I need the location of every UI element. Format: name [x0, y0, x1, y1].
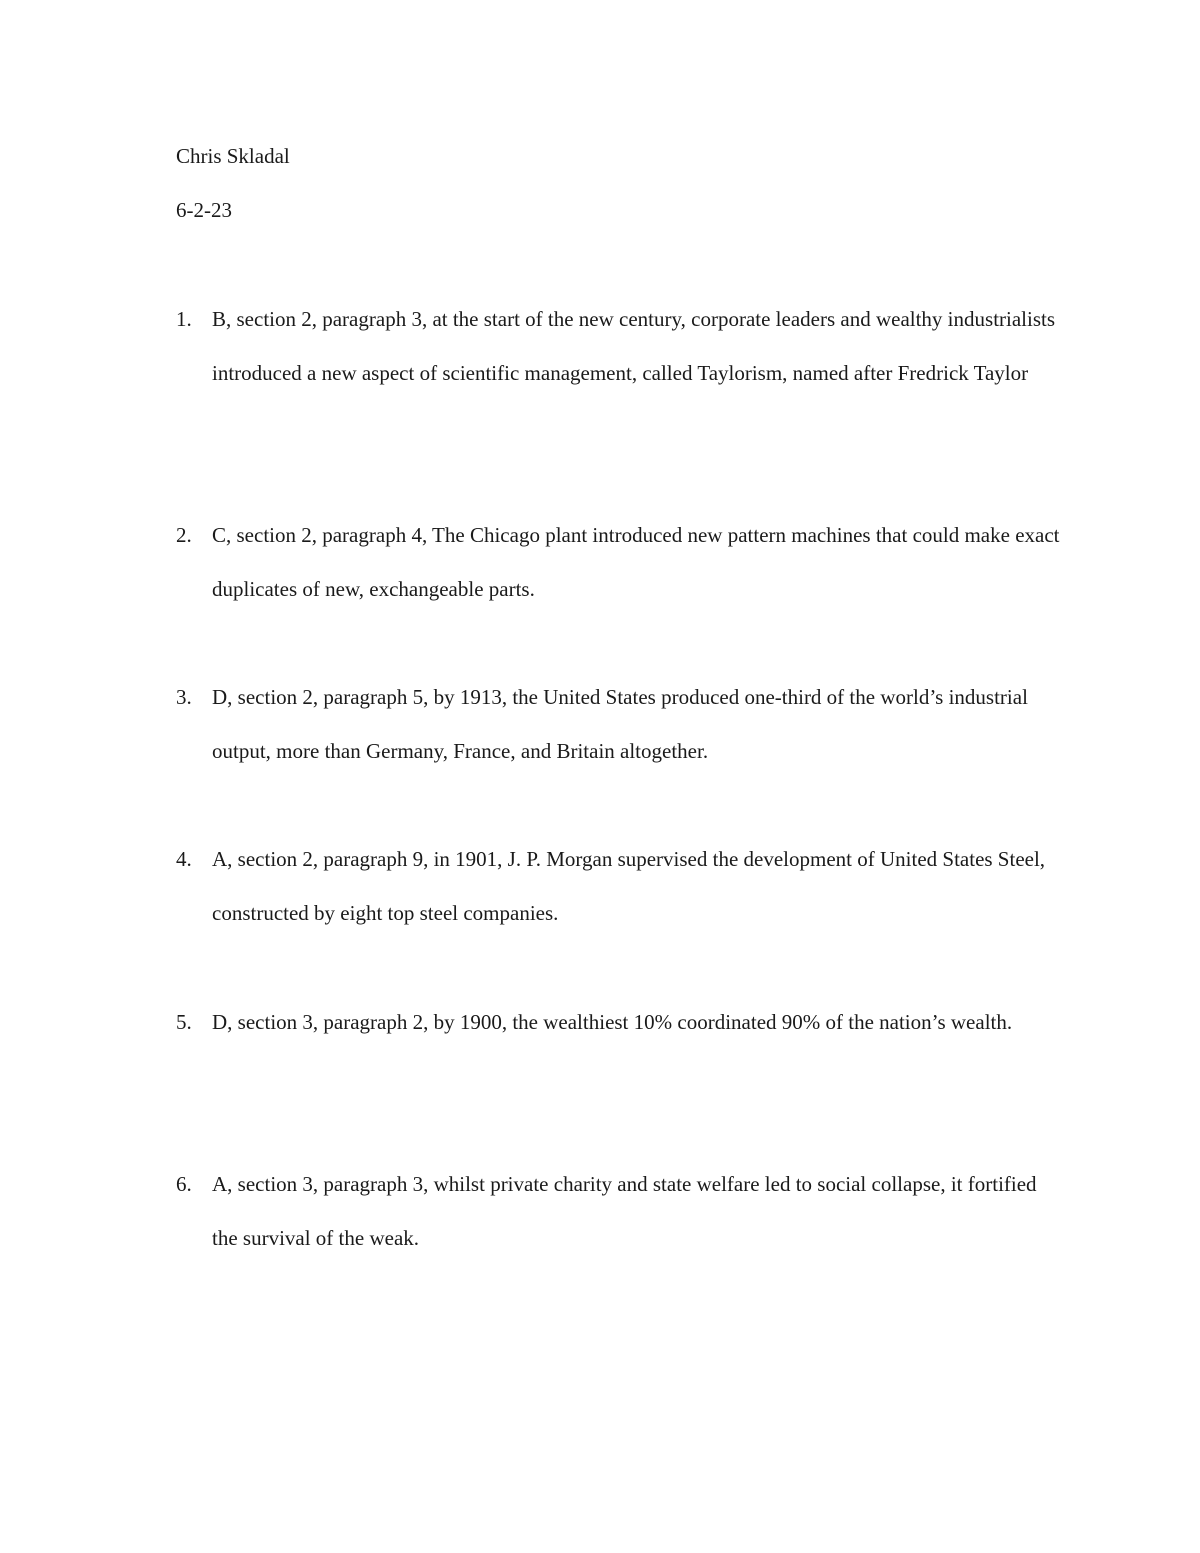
- answer-number: 1.: [176, 307, 192, 331]
- answer-text: A, section 2, paragraph 9, in 1901, J. P. Morgan supervised the development of United States Steel, constructed by eight top steel companies.: [212, 847, 1046, 925]
- document-date: 6-2-23: [176, 198, 232, 222]
- answer-number: 2.: [176, 523, 192, 547]
- answer-item-1: [176, 292, 1076, 400]
- answer-number: 4.: [176, 847, 192, 871]
- answer-text: A, section 3, paragraph 3, whilst private charity and state welfare led to social collapse, it fortified the survival of the weak.: [212, 1172, 1037, 1250]
- answer-text: D, section 3, paragraph 2, by 1900, the wealthiest 10% coordinated 90% of the nation’s wealth.: [212, 1010, 1013, 1034]
- answer-item-5: [176, 995, 1076, 1049]
- answer-number: 6.: [176, 1172, 192, 1196]
- answer-item-4: [176, 832, 1076, 940]
- answer-text: B, section 2, paragraph 3, at the start of the new century, corporate leaders and wealthy industrialists introduced a new aspect of scientific management, called Taylorism, named after Fredrick Taylor: [212, 307, 1056, 385]
- answer-number: 3.: [176, 685, 192, 709]
- author-name: Chris Skladal: [176, 144, 290, 168]
- answer-item-6: [176, 1157, 1076, 1265]
- answer-text: C, section 2, paragraph 4, The Chicago plant introduced new pattern machines that could make exact duplicates of new, exchangeable parts.: [212, 523, 1060, 601]
- answer-text: D, section 2, paragraph 5, by 1913, the United States produced one-third of the world’s industrial output, more than Germany, France, and Britain altogether.: [212, 685, 1028, 763]
- answer-number: 5.: [176, 1010, 192, 1034]
- answer-item-2: [176, 508, 1076, 616]
- answer-item-3: [176, 670, 1076, 778]
